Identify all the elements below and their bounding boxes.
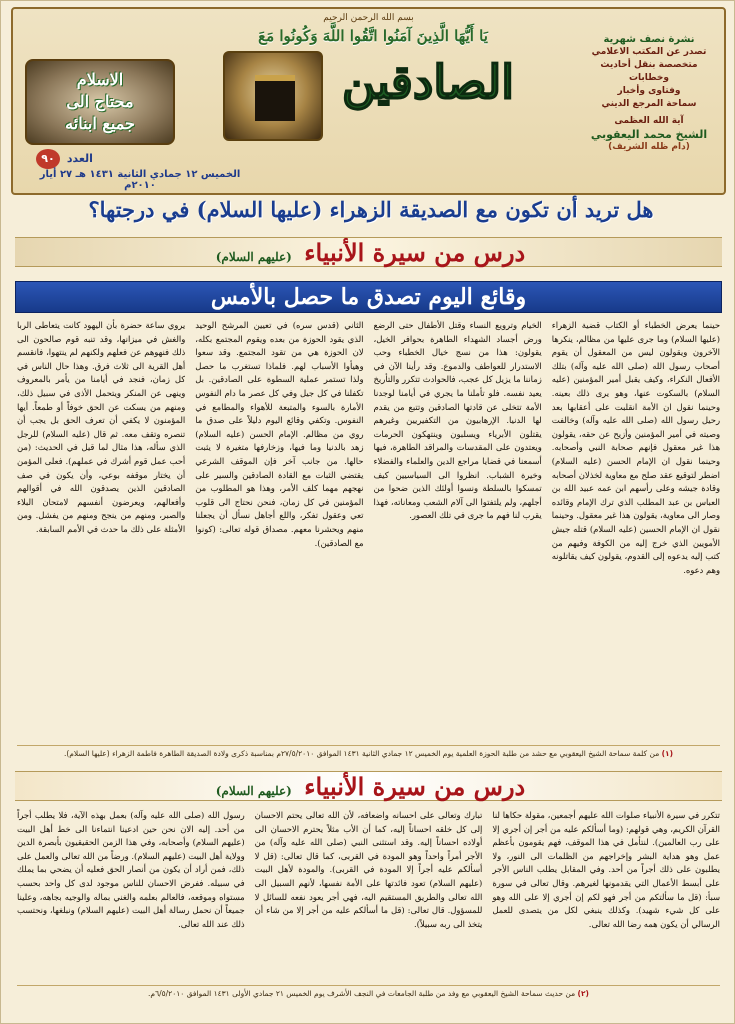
basmala: بسم الله الرحمن الرحيم	[323, 13, 414, 23]
section-header	[15, 237, 722, 267]
info-line: وفتاوى وأخبار	[617, 86, 681, 96]
article-columns	[17, 319, 720, 739]
footnote-number: (٢)	[577, 989, 589, 998]
masthead-verse: يَا أَيُّهَا الَّذِينَ آمَنُوا اتَّقُوا اللَّهَ وَكُونُوا مَعَ	[258, 27, 488, 45]
section-pbuh: (عليهم السلام)	[215, 784, 292, 798]
slogan-box	[25, 59, 175, 145]
info-role: آية الله العظمى	[614, 116, 684, 126]
info-note: (دام ظله الشريف)	[608, 142, 690, 152]
article-column	[17, 809, 245, 977]
article-text: تبارك وتعالى على احسانه واضعافه، لأن الله تعالى يحتم الاحسان إلى كل خلقه احساناً إليه، كما أن الأب مثلاً يحترم الاحسان الى أولاده احساناً إليه. وقد استثنى النبي (صلى الله عليه وآله) من الأجر أمراً واحداً وهو المودة في القربى، كما قال تعالى: (قل لا أسألكم عليه أجراً إلا المودة في القربى). والمودة لأهل البيت (عليهم السلام) تعود فائدتها على الأمة نفسها، لأنهم السبيل الى الله تعالى والطريق المستقيم اليه، فهي أجر يعود نفعه للسائل لا للمسؤول. قال تعالى: (قل ما أسألكم عليه من أجر إلا من شاء أن يتخذ الى ربه سبيلاً).	[254, 810, 483, 929]
shrine-image	[223, 51, 323, 141]
section-pbuh: (عليهم السلام)	[215, 250, 292, 264]
article-text: يروي ساعة حضرة بأن اليهود كانت يتعاطى الربا والغش في ميزانها، وقد تنبه قوم صالحون الى ذلك فنهوهم عن فعلهم ولكنهم لم ينتهوا، فانقسم أهل القرية الى ثلاث فرق. وهذا حال الناس في كل زمان، فنجد في أيامنا من يأمر بالمعروف وينهى عن المنكر ويتحمل الأذى في سبيل ذلك، ومنهم من يسكت عن الحق خوفاً أو طمعاً. أيها المؤمنون لا يكفي أن تعرف الحق بل يجب أن تنصره وتقف معه. ثم قال (عليه السلام) للرجل الذي سأله، هذا مثال لما قيل في الحديث: (من أحب عمل قوم أشرك في عملهم). فعلى المؤمن أن يختار موقفه بوعي، وأن يكون في صف الصادقين الذين يصدقون الله في أقوالهم وأفعالهم، ويعرضون أنفسهم لامتحان البلاء والصبر، ومنهم من ينجح ومنهم من يفشل. ومن الأمثلة على ذلك ما حدث في الأمم السابقة.	[17, 320, 186, 534]
article-column	[17, 319, 185, 739]
article-column	[552, 319, 720, 739]
section-header	[15, 771, 722, 801]
article-text: حينما يعرض الخطباء أو الكتاب قضية الزهراء (عليها السلام) وما جرى عليها من مظالم، ينكرها الآخرون ويقولون ليس من المعقول أن يقوم أصحاب رسول الله (صلى الله عليه وآله) بتلك الأفعال النكراء، وكيف يقبل أمير المؤمنين (عليه السلام) بالسكوت عنها، وهو يرى ذلك بعينه. وحينما نقول ان الأمة انقلبت على أعقابها بعد رحيل رسول الله (صلى الله عليه وآله) وخالفت وصيته في أمير المؤمنين وأزيح عن حقه، يقولون هذا غير معقول فإنهم صحابة النبي وأصحابه. وحينما نقول ان الإمام الحسن (عليه السلام) اضطر لتوقيع عقد صلح مع معاوية لخذلان أصحابه وقادة جيشه وعلى رأسهم ابن عمه عبيد الله بن العباس بن عبد المطلب الذي ترك الإمام وقائده وصار الى معاوية، يقولون هذا غير معقول. وحينما نقول ان الإمام الحسين (عليه السلام) قتله جيش الأمويين الذي خرج إليه من الكوفة وفيهم من كتب إليه يدعوه إلى القدوم، يقولون كيف يقاتلونه وهم دعوه.	[551, 320, 720, 575]
article-column	[255, 809, 483, 977]
article-text: رسول الله (صلى الله عليه وآله) بعمل بهذه الآية، فلا يطلب أجراً من أحد. إليه الان نحن حين ادعينا انتماءنا الى خط أهل البيت (عليهم السلام) وأصحابه، وفي هذا الزمن الحقيقيون بأبصرة الدين وولاية أهل البيت (عليهم السلام). ورضاً من الله تعالى والعمل على ذلك، فمن أراد أن يكون من أنصار الحق فعليه أن يضحي بما يملك في سبيله. ففرض الاحسان للناس موجود لدى كل واحد بحسب مستواه وموقعه، فالعالم بعلمه والغني بماله والوجيه بجاهه، وعلينا جميعاً أن نحمل رسالة أهل البيت (عليهم السلام) ونبلغها، ونحتسب ذلك عند الله تعالى.	[16, 810, 245, 929]
article-text: الخيام وترويع النساء وقتل الأطفال حتى الرضع ورض أجساد الشهداء الطاهرة بحوافر الخيل، يقولون: هذا من نسج خيال الخطباء وحب الاستدرار للعواطف والدموع. وقد رأينا الآن في زماننا ما يزيل كل عجب، فالحوادث تتكرر والتأريخ يعيد نفسه. فلو تأملنا ما يجري في أيامنا لوجدنا الأمة تتخلى عن قادتها الصادقين وتتبع من يقدم لها الدنيا. الإرهابيون من التكفيريين وغيرهم يقتلون الأبرياء ويسلبون وينتهكون الحرمات ويعتدون على المقدسات والمراقد الطاهرة، فيها أسمعنا في قضايا مراجع الدين والعلماء والفضلاء وخيرة الشباب. انظروا الى السياسيين كيف تمسكوا بالسلطة ونسوا أولئك الذين ضحوا من أجلهم، ولم يلتفتوا الى آلام الشعب ومعاناته، فهذا يقرب لنا فهم ما جرى في تلك العصور.	[373, 320, 542, 521]
article-column	[374, 319, 542, 739]
headline-main: هل تريد أن تكون مع الصديقة الزهراء (عليها السلام) في درجتها؟	[88, 197, 654, 222]
publisher-info	[584, 33, 714, 154]
article-text: الثاني (قدس سره) في تعيين المرشح الوحيد الذي يقود الحوزة من بعده ويقوم المجتمع بكله، لان الحوزة هي من تقود المجتمع. وقد سعوا وهيأوا الأسباب لهم. فلماذا تستغرب ما حصل ولذا تستمر عملية السطوة على الصادقين. بل تكفلنا في كل جيل وفي كل عصر ما دام النفوس الأمارة بالسوء والمتبعة للأهواء والمطامع في النفوس. وتكفي وقائع اليوم دليلاً على صدق ما روي من مظالم. الإمام الحسن (عليه السلام) زهد بالدنيا وما فيها، وزخارفها متغيرة لا يثبت حالها. من جانب آخر فإن الموقف الشرعي يقتضي الثبات مع القادة الصادقين والسير على نهجهم مهما كلف الأمر، وهذا هو المطلوب من المؤمنين في كل زمان، فنحن نحتاج الى قلوب تعي وعقول تفكر، واللع أجاهل نسأل أن يجعلنا منهم ويحشرنا معهم. مصداق قوله تعالى: (كونوا مع الصادقين).	[195, 320, 364, 548]
info-name: الشيخ محمد اليعقوبي	[590, 128, 708, 141]
section-title: درس من سيرة الأنبياء	[304, 772, 526, 801]
issue-number	[33, 149, 93, 169]
masthead	[11, 7, 726, 195]
article-column	[492, 809, 720, 977]
footnote	[17, 745, 720, 758]
article-text: تتكرر في سيرة الأنبياء صلوات الله عليهم أجمعين، مقولة حكاها لنا القرآن الكريم، وهي قولهم: (وما أسألكم عليه من أجر إن أجري إلا على رب العالمين). لنتأمل في هذا الموقف، فهم يقومون بأعظم عمل وهو هداية البشر وإخراجهم من الظلمات الى النور، ولا يطلبون على ذلك أجراً من أحد. وفي المقابل يطلب الناس الأجر على أبسط الأعمال التي يقدمونها لغيرهم. وقال تعالى في سورة سبأ: (قل ما سألتكم من أجر فهو لكم إن أجري إلا على الله وهو على كل شيء شهيد). وكذلك ينبغي لكل من يتصدى للعمل الرسالي أن يكون همه رضا الله تعالى.	[492, 810, 720, 929]
title-block	[213, 47, 543, 147]
footnote	[17, 985, 720, 998]
article-columns	[17, 809, 720, 977]
section-title: درس من سيرة الأنبياء	[304, 238, 526, 267]
article-headline-bar: وقائع اليوم تصدق ما حصل بالأمس	[15, 281, 722, 313]
shrine-icon	[255, 75, 295, 121]
info-line: سماحة المرجع الديني	[601, 99, 697, 109]
article-column	[195, 319, 363, 739]
issue-date: الخميس ١٢ جمادي الثانية ١٤٣١ هـ ٢٧ أيار ٢٠١٠م	[39, 169, 241, 191]
info-line: نشرة نصف شهرية	[603, 34, 695, 45]
newsletter-title: الصادقين	[341, 55, 515, 109]
footnote-text: من حديث سماحة الشيخ اليعقوبي مع وفد من طلبة الجامعات في النجف الأشرف يوم الخميس ٢١ جمادي الأولى ١٤٣١ الموافق ٦/٥/٢٠١٠م.	[148, 989, 576, 998]
issue-badge: ٩٠	[36, 149, 60, 169]
slogan-line: محتاج الى	[66, 92, 134, 111]
info-line: متخصصة بنقل أحاديث وخطابات	[600, 60, 698, 83]
issue-label: العدد	[66, 152, 93, 165]
slogan-line: الاسلام	[76, 70, 124, 89]
footnote-text: من كلمة سماحة الشيخ اليعقوبي مع حشد من طلبة الحوزة العلمية يوم الخميس ١٢ جمادي الثانية ١٤٣١ الموافق ٢٧/٥/٢٠١٠م بمناسبة ذكرى ولادة الصديقة الطاهرة فاطمة الزهراء (عليها السلام).	[63, 749, 660, 758]
info-line: تصدر عن المكتب الاعلامي	[591, 47, 707, 57]
slogan-line: جميع ابنائه	[65, 114, 135, 133]
footnote-number: (١)	[661, 749, 674, 758]
